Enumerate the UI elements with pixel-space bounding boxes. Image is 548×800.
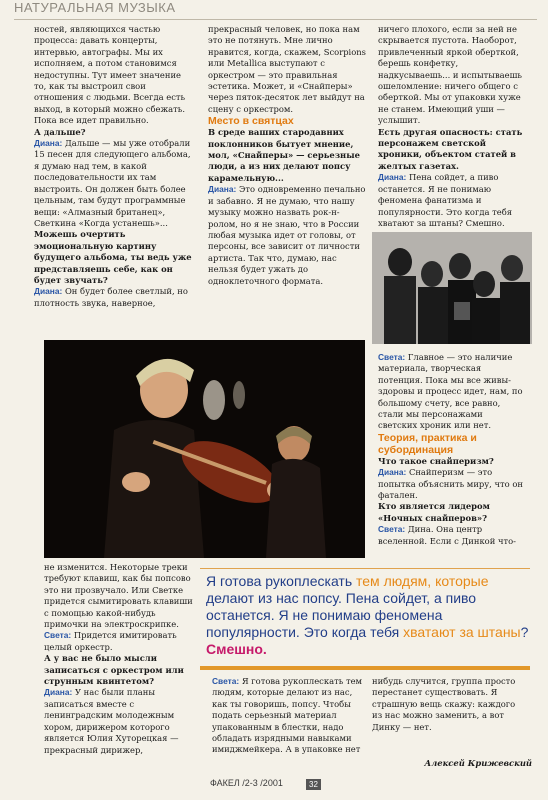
violinist-photo [44,340,365,558]
interview-answer [212,676,364,756]
speaker-name: Света: [44,630,72,641]
answer-text: Он будет более светлый, но плотность звука, наверное, [34,286,188,308]
answer-text: Пена сойдет, а пиво останется. Я не понимаю феномена фанатизма и популярности. Это когда тебя хватают за штаны? Смешно. [378,172,513,228]
answer-text: Я готова рукоплескать тем людям, которые делают из нас, как ты говоришь, попсу. Чтобы подать серьезный материал упакованным в блестки, надо обладать изрядными навыками имиджмейкера. А в упаковке нет [212,676,363,755]
interview-question: Кто является лидером «Ночных снайперов»? [378,501,490,523]
interview-answer [378,352,524,432]
column-3-middle [378,352,524,556]
column-2-bottom [212,676,364,776]
violinist-photo-art [44,340,365,558]
speaker-name: Диана: [34,286,63,297]
pull-quote-a: Я готова рукоплескать [206,573,357,589]
pull-quote-c: делают из нас попсу. Пена сойдет, а пиво останется. Я не понимаю феномена популярности. Это когда тебя [206,590,477,640]
interview-answer [208,184,368,287]
body-text: ничего плохого, если за ней не скрывается пустота. Наоборот, привлеченный яркой оберткой, берешь конфетку, надкусываешь... и испытываешь ошеломление: ничего общего с оберткой. Мы от упаковки хуже не станем. Имеющий уши — услышит. [378,24,522,126]
interview-question: Есть другая опасность: стать персонажем светской хроники, объектом статей в желтых газетах. [378,126,523,171]
answer-text: Это одновременно печально и забавно. Я не думаю, что нашу музыку можно назвать рок-н-ролом, но я не знаю, что в России любая музыка идет от головы, от персоны, все зависит от личности артиста. Так что, думаю, нас нельзя будет ужать до одноклеточного формата. [208,184,366,286]
magazine-issue: ФАКЕЛ /2-3 /2001 [210,778,283,788]
interview-question: В среде ваших стародавних поклонников бытует мнение, мол, «Снайперы» — серьезные люди, а из них делают попсу карамельную... [208,127,360,183]
speaker-name: Диана: [44,687,73,698]
column-1-bottom [44,562,196,762]
pull-quote-e: за штаны [455,624,521,640]
speaker-name: Света: [378,352,406,362]
interview-answer [44,687,196,755]
subheading: Теория, практика и субординация [378,431,477,456]
author-name: Алексей Крижевский [424,758,532,768]
answer-text: Главное — это наличие материала, творческая потенция. Пока мы все живы-здоровы и процесс идет, нам, по большому счету, все равно, стали мы персонажами светских хроник или нет. [378,352,523,431]
interview-answer [378,524,524,547]
band-group-photo-art [372,232,532,344]
body-text: прекрасный человек, но пока нам это не потянуть. Мне лично нравится, когда, скажем, Scorpions или Metallica выступают с оркестром — это правильная эстетика. Может, и «Снайперы» через пяток-десяток лет выйдут на сцену с оркестром. [208,24,366,114]
answer-text: Придется имитировать целый оркестр. [44,630,177,652]
pull-quote-b: тем людям, которые [356,573,489,589]
section-title: НАТУРАЛЬНАЯ МУЗЫКА [14,0,176,15]
band-group-photo [372,232,532,344]
pull-quote-f: ? [520,624,529,640]
speaker-name: Света: [378,524,406,535]
page-number: 32 [306,779,321,790]
interview-answer [378,172,524,229]
speaker-name: Диана: [378,172,407,183]
speaker-name: Диана: [34,138,63,149]
body-text: не изменится. Некоторые треки требуют клавиш, как бы попсово это ни прозвучало. Или Светке придется сымитировать клавиши с помощью какой-нибудь примочки на электроскрипке. [44,562,193,630]
interview-question: А у вас не было мысли записаться с оркестром или струнным квинтетом? [44,653,184,687]
speaker-name: Диана: [378,467,407,478]
interview-question: Можешь очертить эмоциональную картину будущего альбома, ты ведь уже представляешь себе, как он будет звучать? [34,229,192,285]
answer-text: Дина. Она центр вселенной. Если с Динкой что- [378,524,517,546]
interview-answer [34,286,194,309]
answer-text: Снайперизм — это попытка объяснить миру, что он фатален. [378,467,524,501]
pull-quote-d: хватают [403,624,456,640]
interview-question: А дальше? [34,126,86,137]
speaker-name: Света: [212,676,240,686]
body-text: ностей, являющихся частью процесса: давать концерты, интервью, автографы. Мы их исполняем, а потом становимся недоступны. Тут имеет значение то, как ты выстроил свои отношения с людьми. Всегда есть выход, в который можно сбежать. Пока все идет правильно. [34,24,186,126]
interview-answer [34,138,194,229]
answer-text: Дальше — мы уже отобрали 15 песен для следующего альбома, я думаю над тем, в какой последовательности их там выстроить. Он должен быть более цельным, там будут программные вещи: «Алмазный британец», Светкина «Когда устанешь»... [34,138,191,228]
interview-question: Что такое снайперизм? [378,455,494,466]
body-text: нибудь случится, группа просто перестанет существовать. Я страшную вещь скажу: каждого из нас можно заменить, а вот Динку — нет. [372,676,516,732]
speaker-name: Диана: [208,184,237,195]
column-1-top [34,24,194,336]
pull-quote-g: Смешно. [206,641,267,657]
column-3-top [378,24,524,230]
interview-answer [378,467,524,501]
pull-quote [200,568,530,668]
interview-answer [44,630,196,653]
subheading: Место в святцах [208,115,294,128]
page-footer [210,778,530,792]
column-2-top [208,24,368,336]
answer-text: У нас были планы записаться вместе с ленинградским молодежным хором, дирижером которого является Юлия Хуторецкая — прекрасный дирижер, [44,687,179,755]
pull-quote-divider [200,666,530,670]
section-header [14,2,537,20]
